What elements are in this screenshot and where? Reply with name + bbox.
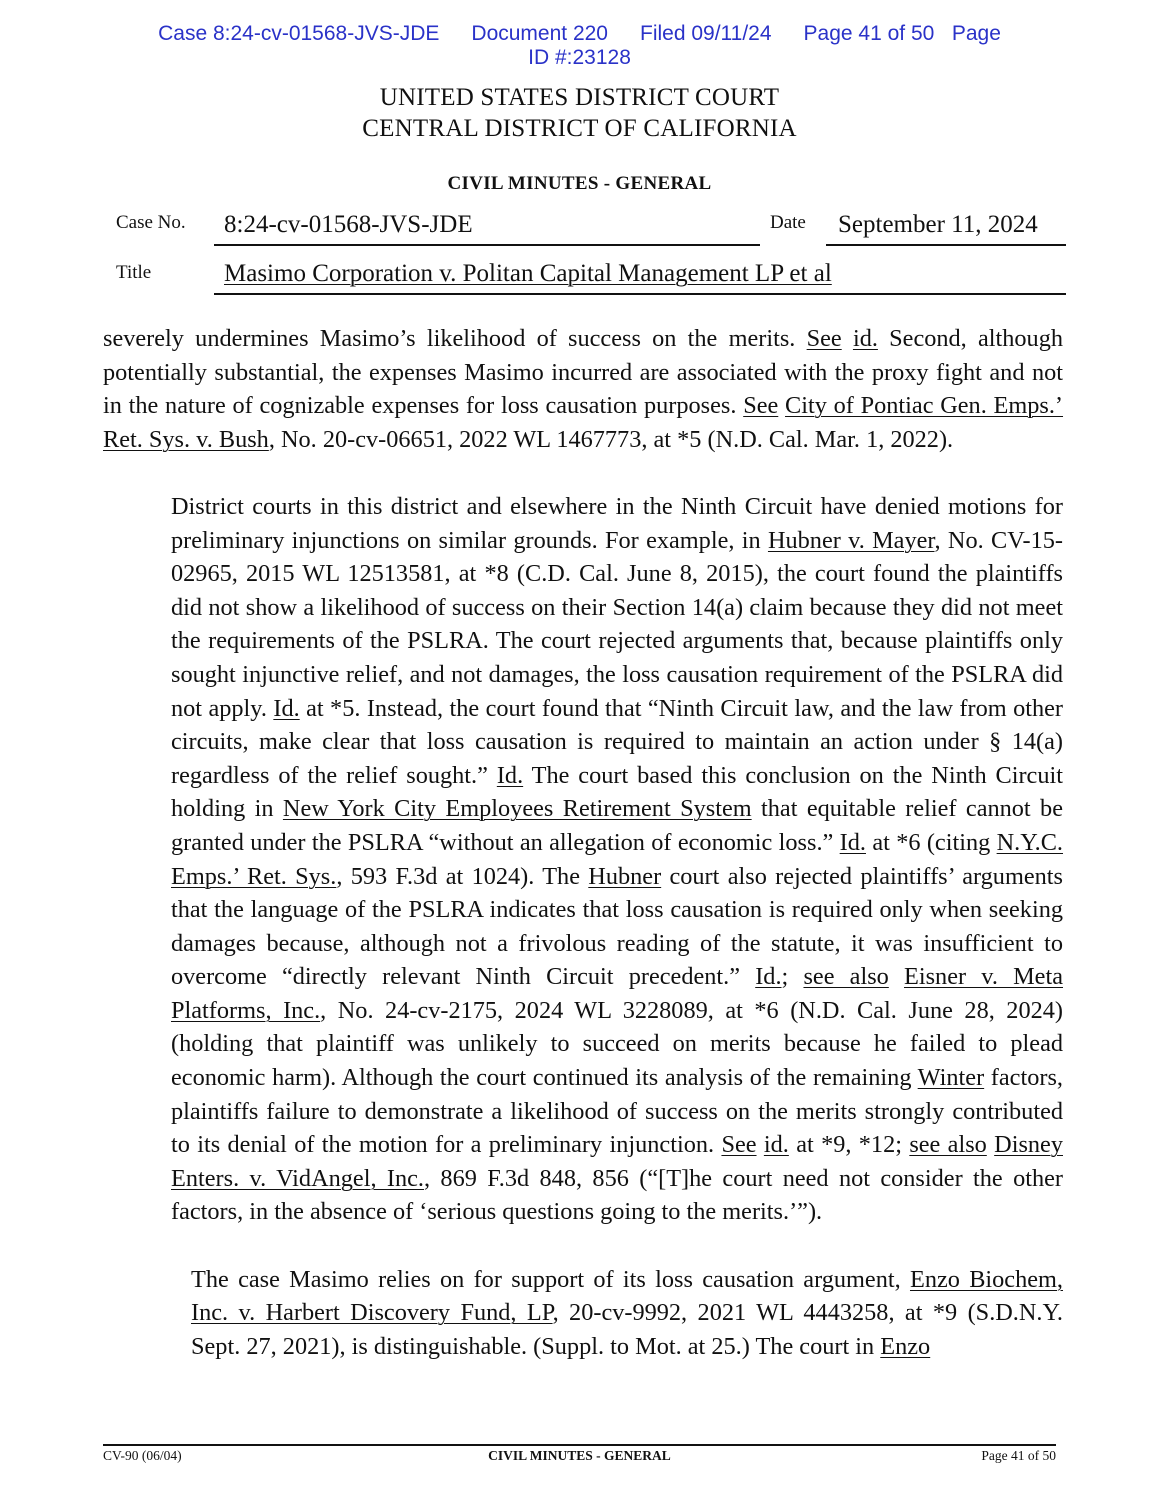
citation-text: See (806, 325, 842, 352)
footer-rule (103, 1444, 1056, 1446)
body-text: , No. 20-cv-06651, 2022 WL 1467773, at *5 (N.D. Cal. Mar. 1, 2022). (268, 425, 954, 453)
citation-text: See (743, 392, 779, 420)
body-text: at *9, *12; (788, 1131, 910, 1159)
stamp-document: Document 220 (471, 22, 608, 45)
body-text: severely undermines Masimo’s likelihood of success on the merits. (103, 325, 807, 352)
citation-text: Winter (917, 1064, 985, 1092)
body-text (889, 963, 904, 990)
citation-text: Enzo (880, 1332, 931, 1360)
stamp-filed: Filed 09/11/24 (640, 22, 772, 45)
title-rule (214, 293, 1066, 295)
case-no-value: 8:24-cv-01568-JVS-JDE (224, 211, 473, 238)
body-text: , 869 F.3d 848, 856 (“[T]he court need not consider the other factors, in the absence of ‘serious questions going to the merits.’”). (171, 1164, 1063, 1226)
minutes-title: CIVIL MINUTES - GENERAL (447, 173, 712, 194)
court-district: CENTRAL DISTRICT OF CALIFORNIA (362, 115, 797, 142)
body-text (842, 325, 853, 352)
citation-text: Hubner v. Mayer (767, 526, 935, 554)
body-text: at *5. Instead, the court found that “Ninth Circuit law, and the law from other circuits, make clear that loss causation is required to maintain an action under § 14(a) regardless of the relief sought.” (171, 694, 1063, 789)
citation-text: Eisner v. Meta Platforms, Inc. (171, 963, 1063, 1024)
citation-text: N.Y.C. Emps.’ Ret. Sys. (171, 828, 1063, 890)
citation-text: see also (909, 1131, 987, 1159)
citation-text: See (721, 1131, 757, 1159)
filing-stamp (0, 22, 1159, 46)
case-title-text: Masimo Corporation v. Politan Capital Management LP et al (224, 260, 832, 287)
body-text: at *6 (citing (865, 828, 997, 856)
case-no-label: Case No. (116, 212, 186, 233)
citation-text: City of Pontiac Gen. Emps.’ Ret. Sys. v. Bush (103, 392, 1064, 453)
date-value: September 11, 2024 (838, 211, 1038, 238)
body-text: Second, although potentially substantial, the expenses Masimo incurred are associated with the proxy fight and not in the nature of cognizable expenses for loss causation purposes. (103, 325, 1064, 420)
stamp-page-id: ID #:23128 (528, 46, 631, 69)
body-text: The case Masimo relies on for support of its loss causation argument, (191, 1265, 910, 1293)
paragraph (103, 1263, 1063, 1364)
case-no-rule (214, 244, 760, 246)
paragraph (103, 322, 1063, 456)
body-text: ; (781, 963, 804, 991)
body-text (757, 1131, 764, 1158)
body-text: , No. 24-cv-2175, 2024 WL 3228089, at *6 (N.D. Cal. June 28, 2024) (holding that plaintiff was unlikely to succeed on merits because he failed to plead economic harm). Although the court continued its analysis of the remaining (171, 996, 1063, 1092)
citation-text: Hubner (588, 862, 662, 890)
stamp-page (804, 22, 1001, 46)
citation-text: id. (852, 325, 878, 352)
footer-title: CIVIL MINUTES - GENERAL (488, 1448, 671, 1463)
citation-text: id. (763, 1131, 789, 1159)
body-text: that equitable relief cannot be granted under the PSLRA “without an allegation of economic loss.” (171, 795, 1063, 856)
citation-text: Enzo Biochem, Inc. v. Harbert Discovery Fund, LP (191, 1265, 1063, 1327)
stamp-page-count: Page 41 of 50 (803, 22, 935, 45)
body-text: District courts in this district and elsewhere in the Ninth Circuit have denied motions for preliminary injunctions on similar grounds. For example, in (171, 492, 1063, 554)
citation-text: Disney Enters. v. VidAngel, Inc. (171, 1131, 1063, 1192)
court-name: UNITED STATES DISTRICT COURT (379, 84, 780, 111)
order-body (103, 322, 1063, 1363)
citation-text: Id. (839, 828, 866, 856)
stamp-case: Case 8:24-cv-01568-JVS-JDE (158, 22, 440, 45)
body-text: , 20-cv-9992, 2021 WL 4443258, at *9 (S.D.N.Y. Sept. 27, 2021), is distinguishable. (Suppl. to Mot. at 25.) The court in (191, 1299, 1063, 1360)
body-text: factors, plaintiffs failure to demonstrate a likelihood of success on the merits strongly contributed to its denial of the motion for a preliminary injunction. (171, 1064, 1063, 1159)
citation-text: Id. (496, 761, 524, 789)
body-text: , 593 F.3d at 1024). The (336, 862, 589, 890)
date-label: Date (770, 212, 806, 233)
footer-form: CV-90 (06/04) (103, 1448, 182, 1463)
footer-page: Page 41 of 50 (981, 1448, 1056, 1463)
citation-text: Id. (273, 694, 300, 722)
stamp-page-word: Page (951, 22, 1001, 45)
body-text: court also rejected plaintiffs’ arguments that the language of the PSLRA indicates that loss causation is required only when seeking damages because, although not a frivolous reading of the statute, it was insufficient to overcome “directly relevant Ninth Circuit precedent.” (171, 862, 1063, 991)
citation-text: New York City Employees Retirement System (282, 795, 752, 823)
case-title (224, 260, 832, 288)
citation-text: Id. (755, 963, 782, 991)
body-text: , No. CV-15-02965, 2015 WL 12513581, at *8 (C.D. Cal. June 8, 2015), the court found the plaintiffs did not show a likelihood of success on their Section 14(a) claim because they did not meet the requirements of the PSLRA. The court rejected arguments that, because plaintiffs only sought injunctive relief, and not damages, the loss causation requirement of the PSLRA did not apply. (171, 526, 1063, 722)
body-text: The court based this conclusion on the Ninth Circuit holding in (171, 761, 1063, 823)
paragraph (103, 490, 1063, 1229)
title-label: Title (116, 262, 152, 283)
date-rule (826, 244, 1066, 246)
citation-text: see also (803, 963, 889, 991)
